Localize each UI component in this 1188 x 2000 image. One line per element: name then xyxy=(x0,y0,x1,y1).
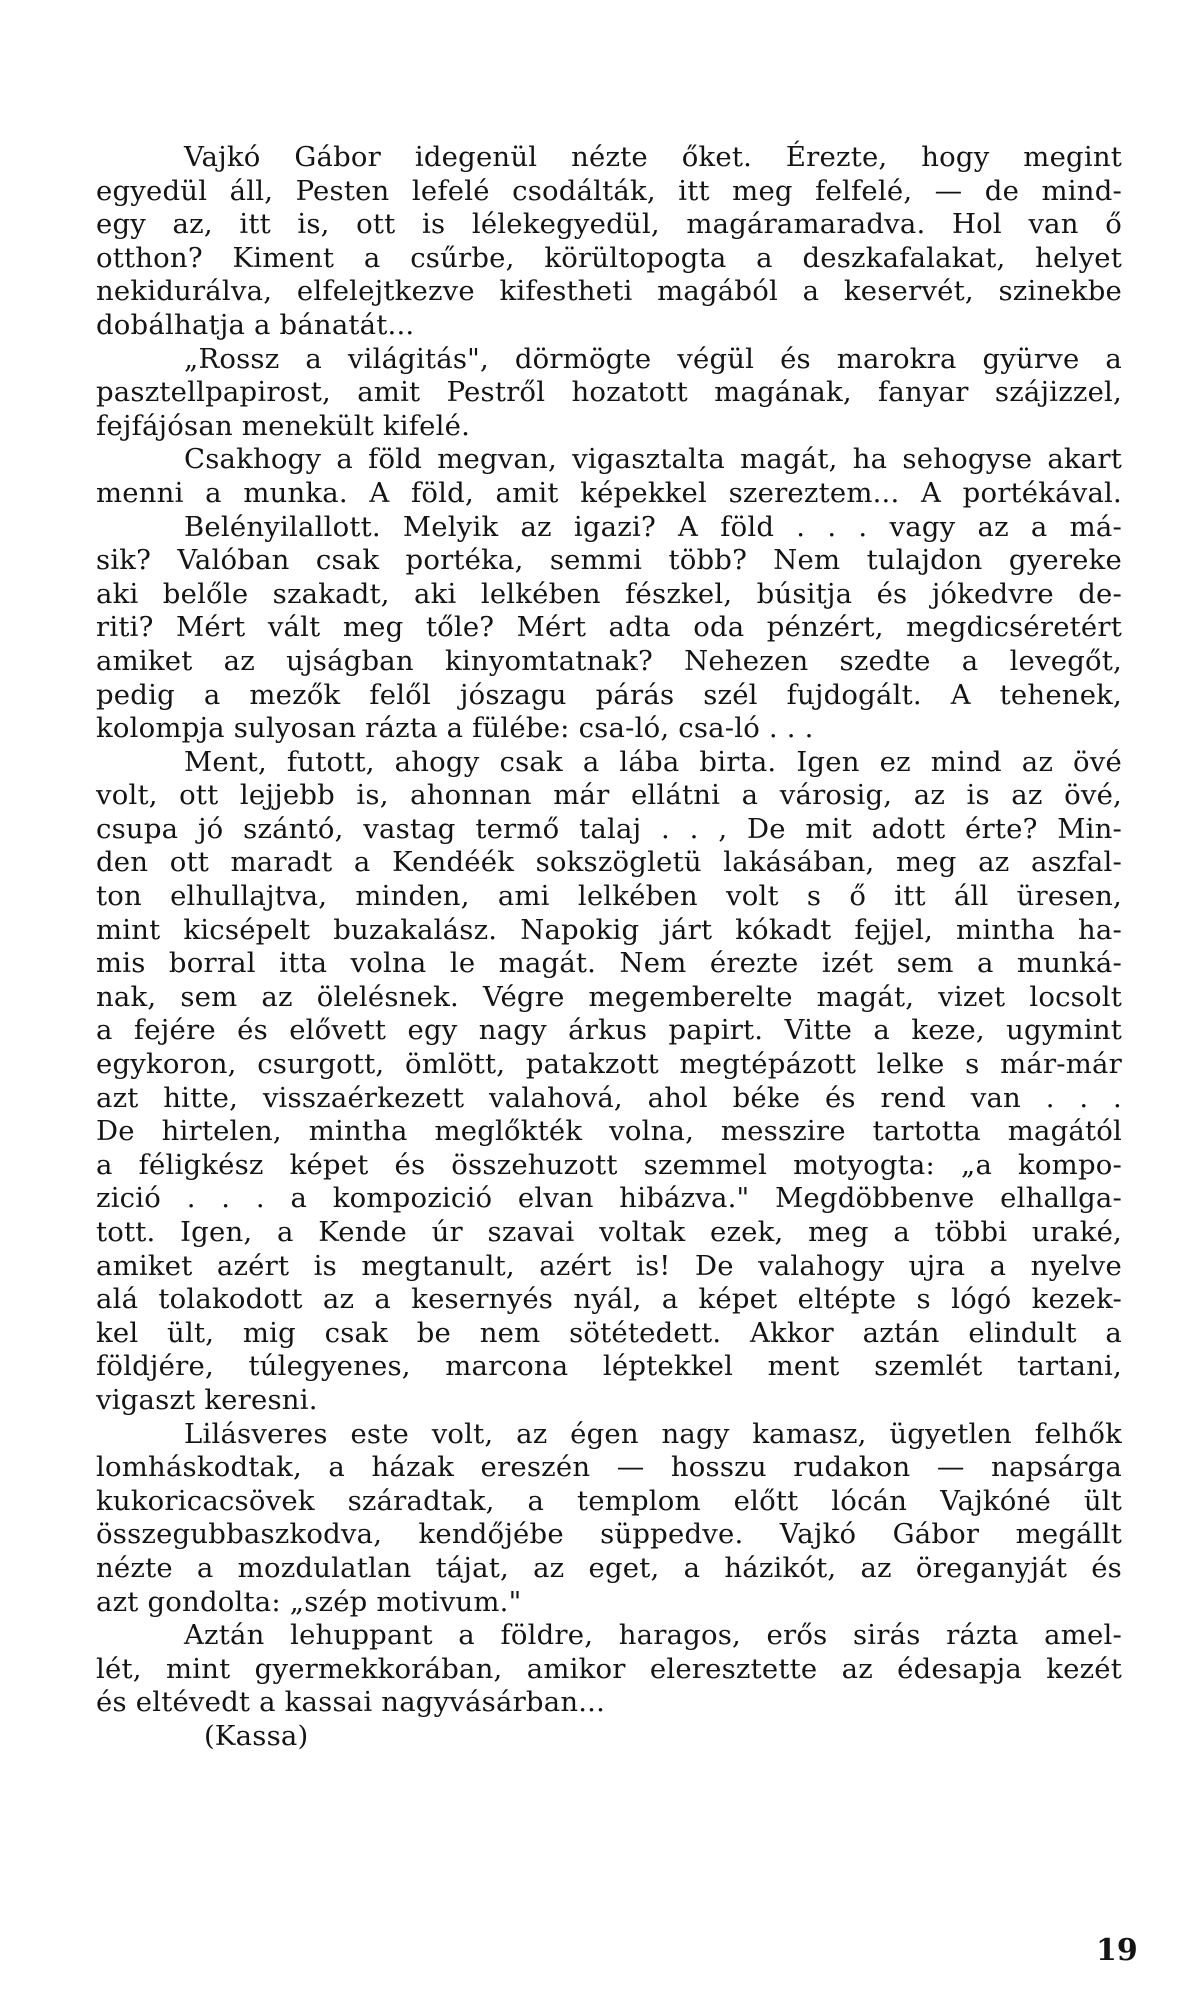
text-line: kukoricacsövek száradtak, a templom előtt lócán Vajkóné ült xyxy=(96,1484,1122,1517)
text-line: azt hitte, visszaérkezett valahová, ahol béke és rend van . . . xyxy=(96,1081,1122,1114)
text-line: mis borral itta volna le magát. Nem érezte izét sem a munká- xyxy=(96,947,1122,980)
text-line: tott. Igen, a Kende úr szavai voltak ezek, meg a többi uraké, xyxy=(96,1216,1122,1248)
text-line: nak, sem az ölelésnek. Végre megemberelte magát, vizet locsolt xyxy=(96,980,1122,1013)
text-line: kolompja sulyosan rázta a fülébe: csa-ló, csa-ló . . . xyxy=(96,712,814,745)
body-text xyxy=(96,141,1122,1754)
text-line: nézte a mozdulatlan tájat, az eget, a házikót, az öreganyját és xyxy=(96,1551,1122,1584)
text-line: egykoron, csurgott, ömlött, patakzott megtépázott lelke s már-már xyxy=(96,1048,1122,1081)
text-line: menni a munka. A föld, amit képekkel szereztem... A portékával. xyxy=(96,476,1122,509)
text-line: lomháskodtak, a házak ereszén — hosszu rudakon — napsárga xyxy=(96,1451,1122,1484)
text-line: zició . . . a kompozició elvan hibázva." Megdöbbenve elhallga- xyxy=(96,1182,1122,1215)
text-line: összegubbaszkodva, kendőjébe süppedve. Vajkó Gábor megállt xyxy=(96,1518,1122,1551)
place-signature: (Kassa) xyxy=(204,1719,309,1752)
text-line: a féligkész képet és összehuzott szemmel motyogta: „a kompo- xyxy=(96,1148,1122,1181)
text-line: De hirtelen, mintha meglőkték volna, messzire tartotta magától xyxy=(96,1115,1122,1148)
text-line: Aztán lehuppant a földre, haragos, erős sirás rázta amel- xyxy=(184,1619,1122,1652)
text-line: fejfájósan menekült kifelé. xyxy=(96,409,471,442)
text-line: Vajkó Gábor idegenül nézte őket. Érezte, hogy megint xyxy=(184,141,1122,173)
text-line: pasztellpapirost, amit Pestről hozatott magának, fanyar szájizzel, xyxy=(96,376,1122,409)
text-line: alá tolakodott az a kesernyés nyál, a képet eltépte s lógó kezek- xyxy=(96,1283,1122,1316)
text-line: ton elhullajtva, minden, ami lelkében volt s ő itt áll üresen, xyxy=(96,880,1122,913)
text-line: Ment, futott, ahogy csak a lába birta. Igen ez mind az övé xyxy=(184,745,1122,778)
text-line: pedig a mezők felől jószagu párás szél fujdogált. A tehenek, xyxy=(96,678,1122,711)
text-line: és eltévedt a kassai nagyvásárban... xyxy=(96,1686,606,1719)
text-line: aki belőle szakadt, aki lelkében fészkel, búsitja és jókedvre de- xyxy=(96,577,1122,610)
text-line: „Rossz a világitás", dörmögte végül és marokra gyürve a xyxy=(184,342,1122,375)
text-line: Lilásveres este volt, az égen nagy kamasz, ügyetlen felhők xyxy=(184,1417,1122,1450)
text-line: Csakhogy a föld megvan, vigasztalta magát, ha sehogyse akart xyxy=(184,443,1122,476)
text-line: amiket az ujságban kinyomtatnak? Nehezen szedte a levegőt, xyxy=(96,644,1122,677)
text-line: dobálhatja a bánatát... xyxy=(96,308,415,341)
text-line: amiket azért is megtanult, azért is! De valahogy ujra a nyelve xyxy=(96,1249,1122,1282)
text-line: volt, ott lejjebb is, ahonnan már ellátni a városig, az is az övé, xyxy=(96,779,1122,812)
text-line: csupa jó szántó, vastag termő talaj . . , De mit adott érte? Min- xyxy=(96,812,1122,845)
text-line: lét, mint gyermekkorában, amikor eleresztette az édesapja kezét xyxy=(96,1652,1122,1685)
text-line: azt gondolta: „szép motivum." xyxy=(96,1585,522,1618)
text-line: sik? Valóban csak portéka, semmi több? Nem tulajdon gyereke xyxy=(96,544,1122,577)
text-line: a fejére és elővett egy nagy árkus papirt. Vitte a keze, ugymint xyxy=(96,1014,1122,1047)
text-line: riti? Mért vált meg tőle? Mért adta oda pénzért, megdicséretért xyxy=(96,611,1122,644)
page-number: 19 xyxy=(1096,1933,1138,1968)
text-line: egyedül áll, Pesten lefelé csodálták, itt meg felfelé, — de mind- xyxy=(96,174,1122,207)
text-line: otthon? Kiment a csűrbe, körültopogta a deszkafalakat, helyet xyxy=(96,241,1122,274)
text-line: vigaszt keresni. xyxy=(96,1383,318,1416)
text-line: egy az, itt is, ott is lélekegyedül, magáramaradva. Hol van ő xyxy=(96,208,1122,241)
text-line: Belényilallott. Melyik az igazi? A föld . . . vagy az a má- xyxy=(184,510,1122,543)
text-line: den ott maradt a Kendéék sokszögletü lakásában, meg az aszfal- xyxy=(96,846,1122,879)
text-line: mint kicsépelt buzakalász. Napokig járt kókadt fejjel, mintha ha- xyxy=(96,913,1122,946)
text-line: nekidurálva, elfelejtkezve kifestheti magából a keservét, szinekbe xyxy=(96,275,1122,308)
text-line: földjére, túlegyenes, marcona léptekkel ment szemlét tartani, xyxy=(96,1350,1122,1383)
text-line: kel ült, mig csak be nem sötétedett. Akkor aztán elindult a xyxy=(96,1316,1122,1349)
